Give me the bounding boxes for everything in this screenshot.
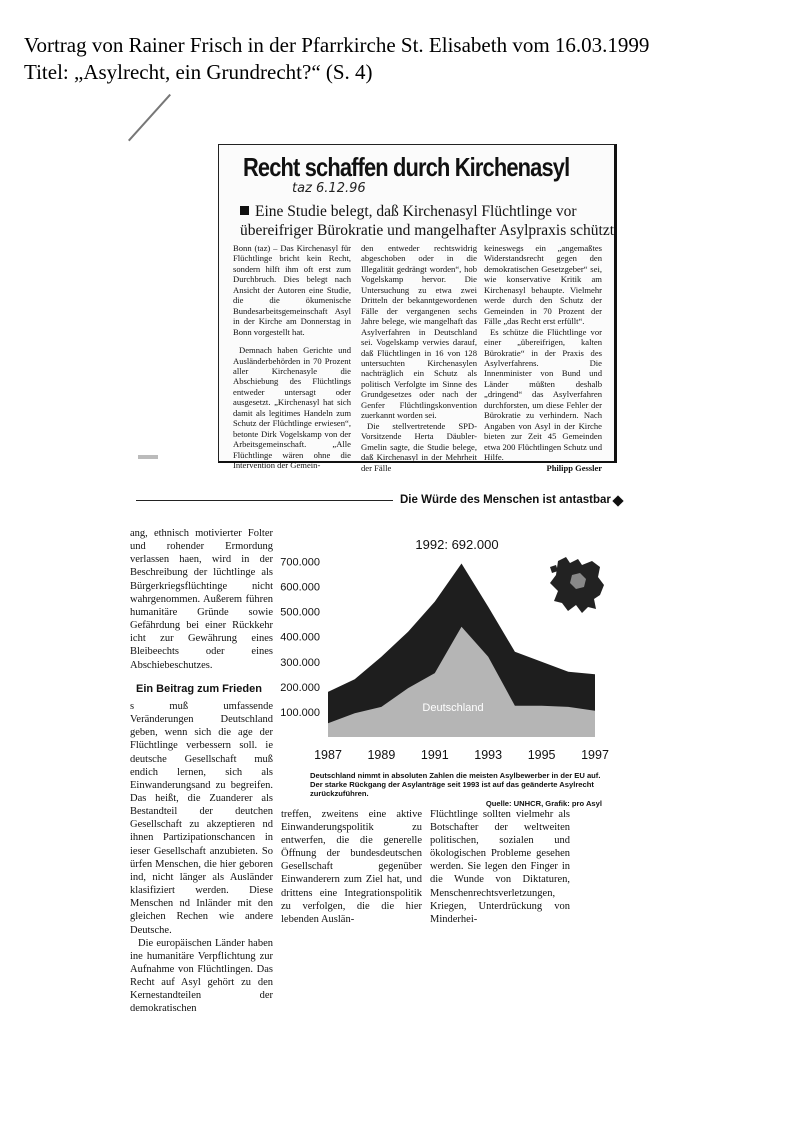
clipping-column-1 — [233, 243, 351, 471]
clipping-paragraph: den entweder rechtswidrig abgeschoben oder in die Illegalität gedrängt worden“, hob Vogelskamp hervor. Die Untersuchung zu etwa zwei Dritteln der bekanntgewordenen Fälle der vergangenen sechs Jahre belege, wie mangelhaft das Asylverfahren in Deutschland sei. Vogelskamp verwies darauf, daß Flüchtlingen in 16 von 128 untersuchten Kirchenasylen nachträglich ein Schutz als politisch Verfolgte im Sinne des Grundgesetzes oder nach der Genfer Flüchtlingskonvention zuerkannt worden sei. — [361, 243, 477, 421]
magazine-bottom-column-2 — [430, 808, 570, 926]
clipping-paragraph: Die stellvertretende SPD-Vorsitzende Herta Däubler-Gmelin sagte, die Studie belege, daß Kirchenasyl in der Mehrheit der Fälle — [361, 420, 477, 473]
y-tick-label: 500.000 — [280, 606, 320, 619]
header-line-2: Titel: „Asylrecht, ein Grundrecht?“ (S. 4) — [24, 60, 373, 84]
caption-source: Quelle: UNHCR, Grafik: pro Asyl — [485, 798, 602, 808]
clipping-paragraph: Es schütze die Flüchtlinge vor einer „übereifrigen, kalten Bürokratie“ in der Praxis des Asylverfahrens. Die Innenminister von Bund und Länder müßten deshalb „dringend“ das Asylverfahren durchforsten, um diese Fehler der Bürokratie zu verhindern. Nach Angaben von Asyl in der Kirche bieten zur Zeit 45 Gemeinden etwa 200 Flüchtlingen Schutz und Hilfe. — [484, 326, 602, 463]
magazine-paragraph: treffen, zweitens eine aktive Einwanderungspolitik zu entwerfen, die die generelle Öffnung der bundesdeutschen Gesellschaft gegenüber Einwanderern zum Ziel hat, und drittens eine Integrationspolitik zu verfolgen, die die hier lebenden Auslän- — [281, 809, 422, 925]
x-tick-label: 1995 — [527, 748, 556, 762]
diamond-icon — [612, 495, 623, 506]
y-tick-label: 200.000 — [280, 681, 320, 694]
magazine-paragraph: ang, ethnisch motivierter Folter und rohender Ermordung verlassen haen, wird in der Beschreibung der lüchtlinge als Bürgerkriegsflüchtinge nicht wahrgenommen. Außerem führen humanitäre Gründe sowie Gefährdung bei einer Rückkehr icht zur Gewährung eines Bleibeechts oder eines Abschiebeschutzes. — [130, 528, 273, 671]
y-tick-label: 600.000 — [280, 581, 320, 594]
subhead-line-2: übereifriger Bürokratie und mangelhafter Asylpraxis schützt — [240, 222, 615, 239]
clipping-column-2 — [361, 243, 477, 473]
chart-caption — [310, 771, 602, 808]
magazine-paragraph: s muß umfassende Veränderungen Deutschland geben, wenn sich die age der Flüchtlinge verbessern soll. ie deutsche Gesellschaft muß endich lernen, sich als Einwanderungsand zu begreifen. Das heißt, die Zuanderer als Bestandteil der deutchen Gesellschaft zu akzeptieren nd ihnen Partizipationschancen in ieser Gesellschaft anzubieten. So ürfen Menschen, die hier geboren ind, nicht länger als Ausländer klasifiziert werden. Diese Menschen nd Inländer mit den gleichen Rechen wie andere Deutsche. — [130, 700, 273, 936]
clipping-paragraph: Demnach haben Gerichte und Ausländerbehörden in 70 Prozent aller Kirchenasyle die Abschiebung des Flüchtlings entweder untersagt oder ausgesetzt. „Kirchenasyl hat sich damit als legitimes Handeln zum Schutz der Flüchtlinge erwiesen“, betonte Dirk Vogelskamp von der Arbeitsgemeinschaft. „Alle Flüchtlinge wären ohne die Intervention der Gemein- — [233, 345, 351, 471]
magazine-subheading: Ein Beitrag zum Frieden — [136, 682, 262, 695]
scan-stroke — [128, 94, 171, 141]
magazine-bottom-column-1 — [281, 808, 422, 926]
magazine-paragraph: Flüchtlinge sollten vielmehr als Botschafter der weltweiten politischen, sozialen und ökologischen Probleme gesehen werden. Sie legen den Finger in die Wunde von Diktaturen, Menschenrechtsverletzungen, Kriegen, Unterdrückung von Minderhei- — [430, 809, 570, 925]
x-tick-label: 1987 — [314, 748, 342, 762]
chart-xtick-labels — [314, 748, 609, 762]
x-tick-label: 1989 — [367, 748, 396, 762]
chart-ytick-labels — [280, 557, 320, 719]
clipping-column-3 — [484, 243, 602, 473]
x-tick-label: 1993 — [474, 748, 503, 762]
clipping-headline: Recht schaffen durch Kirchenasyl — [243, 152, 570, 182]
clipping-subheadline — [240, 202, 615, 240]
x-tick-label: 1997 — [581, 748, 609, 762]
caption-text: Deutschland nimmt in absoluten Zahlen die meisten Asylbewerber in der EU auf. Der starke Rückgang der Asylanträge seit 1993 ist auf das geänderte Asylrecht zurückzuführen. — [310, 771, 601, 799]
x-tick-label: 1991 — [420, 748, 449, 762]
clipping-paragraph: keineswegs ein „angemaßtes Widerstandsrecht gegen den demokratischen Gesetzgeber“ sei, wie konservative Kritik am Kirchenasyl behaupte. Vielmehr werde durch den Schutz der Gemeinden in 70 Prozent der Fälle „das Recht erst erfüllt“. — [484, 243, 602, 327]
clipping-author: Philipp Gessler — [546, 462, 602, 473]
europe-map-icon — [548, 555, 606, 617]
magazine-paragraph: Die europäischen Länder haben ine humanitäre Verpflichtung zur Aufnahme von Flüchtlingen. Das Recht auf Asyl gehört zu den Kernestandteilen der demokratischen — [130, 937, 273, 1015]
handwritten-note: taz 6.12.96 — [292, 181, 366, 196]
chart-title: 1992: 692.000 — [415, 537, 499, 552]
header-line-1: Vortrag von Rainer Frisch in der Pfarrkirche St. Elisabeth vom 16.03.1999 — [24, 33, 650, 57]
section-rule — [136, 500, 393, 501]
y-tick-label: 100.000 — [280, 706, 320, 719]
y-tick-label: 700.000 — [280, 556, 320, 569]
chart-series-label: Deutschland — [422, 702, 484, 714]
bullet-square-icon — [240, 206, 249, 215]
y-tick-label: 300.000 — [280, 656, 320, 669]
magazine-left-column — [130, 527, 273, 1016]
scan-mark — [138, 455, 158, 459]
clipping-paragraph: Bonn (taz) – Das Kirchenasyl für Flüchtlinge bricht kein Recht, sondern hilft ihm oft erst zum Durchbruch. Dies belegt nach Ansicht der Autoren eine Studie, die die ökumenische Bundesarbeitsgemeinschaft Asyl in der Kirche am Donnerstag in Bonn vorgestellt hat. — [233, 243, 351, 337]
page-header — [24, 32, 649, 86]
subhead-line-1: Eine Studie belegt, daß Kirchenasyl Flüchtlinge vor — [255, 203, 577, 220]
y-tick-label: 400.000 — [280, 631, 320, 644]
section-title: Die Würde des Menschen ist antastbar — [400, 494, 611, 506]
